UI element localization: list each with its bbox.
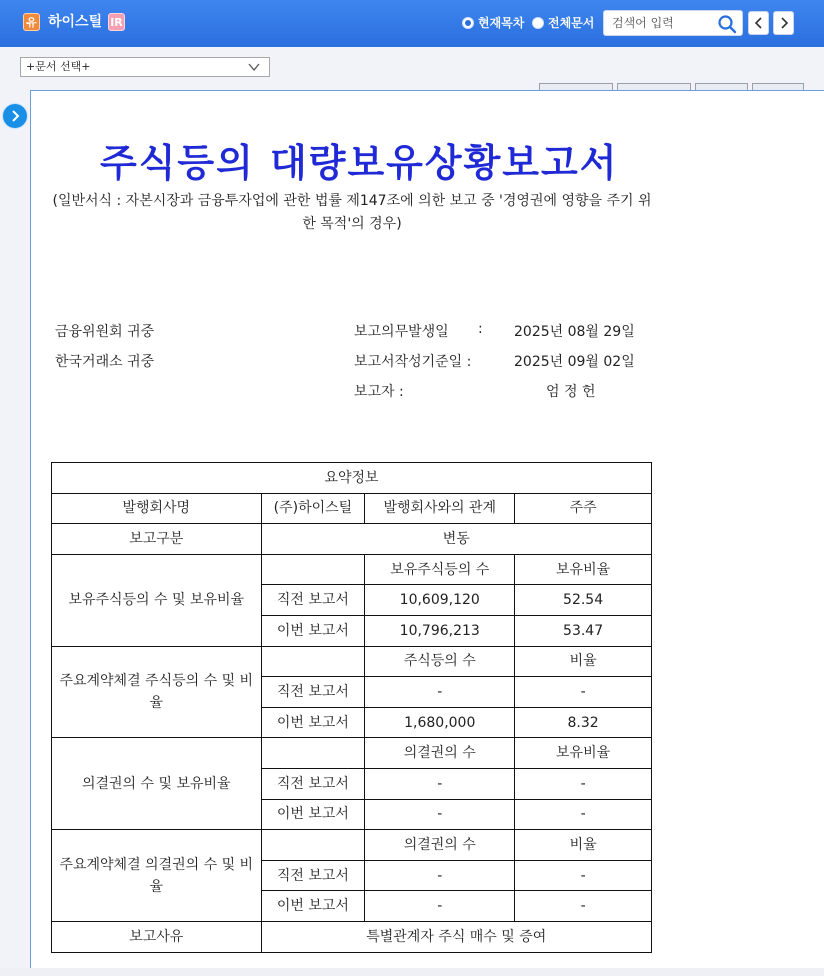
row-label-prev: 직전 보고서 xyxy=(261,677,365,708)
empty-cell xyxy=(261,830,365,861)
radio-unselected-icon[interactable] xyxy=(532,17,544,29)
search-box xyxy=(603,10,743,36)
prev-result-button[interactable] xyxy=(748,11,769,35)
bottom-strip xyxy=(0,968,824,976)
search-icon[interactable] xyxy=(717,14,737,34)
ir-badge[interactable]: IR xyxy=(108,13,125,31)
column-header: 보유비율 xyxy=(515,554,652,585)
toc-toggle-button[interactable] xyxy=(3,104,27,128)
table-cell: 1,680,000 xyxy=(365,707,515,738)
table-row xyxy=(52,646,652,677)
addressee-krx: 한국거래소 귀중 xyxy=(55,354,155,370)
chevron-left-icon xyxy=(754,17,764,29)
table-cell: 53.47 xyxy=(515,615,652,646)
search-input[interactable] xyxy=(604,11,712,35)
relation-value: 주주 xyxy=(515,493,652,524)
row-label-prev: 직전 보고서 xyxy=(261,768,365,799)
row-label-curr: 이번 보고서 xyxy=(261,799,365,830)
empty-cell xyxy=(261,646,365,677)
column-header: 주식등의 수 xyxy=(365,646,515,677)
section-label: 보유주식등의 수 및 보유비율 xyxy=(52,554,262,646)
table-cell: 8.32 xyxy=(515,707,652,738)
table-cell: - xyxy=(365,768,515,799)
column-header: 비율 xyxy=(515,830,652,861)
reason-value: 특별관계자 주식 매수 및 증여 xyxy=(261,921,651,952)
obligation-date-colon: : xyxy=(478,321,483,337)
table-cell: - xyxy=(515,860,652,891)
issuer-label: 발행회사명 xyxy=(52,493,262,524)
table-cell: - xyxy=(365,799,515,830)
table-row xyxy=(52,830,652,861)
company-name[interactable]: 하이스틸 xyxy=(48,14,103,30)
table-row xyxy=(52,493,652,524)
table-row xyxy=(52,524,652,555)
column-header: 비율 xyxy=(515,646,652,677)
base-date-value: 2025년 09월 02일 xyxy=(514,354,635,370)
document-title: 주식등의 대량보유상황보고서 xyxy=(100,140,619,185)
section-label: 주요계약체결 주식등의 수 및 비율 xyxy=(52,646,262,738)
document-select-value: +문서 선택+ xyxy=(26,60,91,73)
table-cell: 52.54 xyxy=(515,585,652,616)
row-label-prev: 직전 보고서 xyxy=(261,860,365,891)
table-cell: - xyxy=(515,891,652,922)
table-cell: - xyxy=(515,768,652,799)
chevron-right-icon xyxy=(10,110,20,122)
reporter-label: 보고자 : xyxy=(354,384,404,400)
report-type-label: 보고구분 xyxy=(52,524,262,555)
market-badge: 유 xyxy=(23,13,40,31)
table-row xyxy=(52,463,652,494)
summary-table xyxy=(51,462,652,953)
empty-cell xyxy=(261,554,365,585)
table-row xyxy=(52,554,652,585)
table-cell: - xyxy=(365,860,515,891)
row-label-curr: 이번 보고서 xyxy=(261,707,365,738)
row-label-curr: 이번 보고서 xyxy=(261,891,365,922)
base-date-label: 보고서작성기준일 : xyxy=(354,354,472,370)
table-cell: - xyxy=(365,891,515,922)
radio-all-documents[interactable] xyxy=(532,14,594,31)
chevron-right-icon xyxy=(779,17,789,29)
obligation-date-value: 2025년 08월 29일 xyxy=(514,324,635,340)
empty-cell xyxy=(261,738,365,769)
reason-label: 보고사유 xyxy=(52,921,262,952)
issuer-value: (주)하이스틸 xyxy=(261,493,365,524)
column-header: 보유주식등의 수 xyxy=(365,554,515,585)
summary-caption: 요약정보 xyxy=(52,463,652,494)
section-label: 주요계약체결 의결권의 수 및 비율 xyxy=(52,830,262,922)
table-row xyxy=(52,738,652,769)
obligation-date-label: 보고의무발생일 xyxy=(354,324,449,340)
radio-current-toc-label: 현재목차 xyxy=(478,16,525,30)
table-cell: - xyxy=(515,677,652,708)
relation-label: 발행회사와의 관계 xyxy=(365,493,515,524)
column-header: 의결권의 수 xyxy=(365,738,515,769)
document-select[interactable] xyxy=(20,57,270,77)
top-bar xyxy=(0,0,824,47)
reporter-value: 엄 정 헌 xyxy=(546,384,596,400)
chevron-down-icon xyxy=(247,60,261,74)
report-type-value: 변동 xyxy=(261,524,651,555)
addressee-fsc: 금융위원회 귀중 xyxy=(55,324,155,340)
column-header: 의결권의 수 xyxy=(365,830,515,861)
column-header: 보유비율 xyxy=(515,738,652,769)
radio-all-documents-label: 전체문서 xyxy=(548,16,595,30)
table-cell: 10,609,120 xyxy=(365,585,515,616)
radio-current-toc[interactable] xyxy=(462,14,524,31)
document-subtitle: (일반서식 : 자본시장과 금융투자업에 관한 법률 제147조에 의한 보고 중 '경영권에 영향을 주기 위한 목적'의 경우) xyxy=(52,193,652,232)
row-label-prev: 직전 보고서 xyxy=(261,585,365,616)
table-cell: 10,796,213 xyxy=(365,615,515,646)
section-label: 의결권의 수 및 보유비율 xyxy=(52,738,262,830)
table-cell: - xyxy=(365,677,515,708)
next-result-button[interactable] xyxy=(773,11,794,35)
radio-selected-icon[interactable] xyxy=(462,17,474,29)
table-row xyxy=(52,921,652,952)
table-cell: - xyxy=(515,799,652,830)
row-label-curr: 이번 보고서 xyxy=(261,615,365,646)
